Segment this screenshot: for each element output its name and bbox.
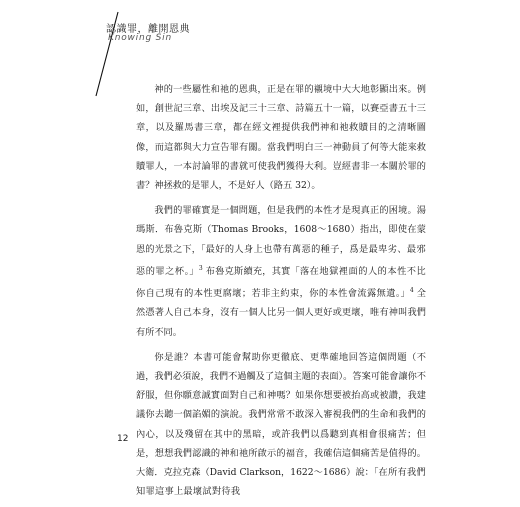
paragraph-3-quote: 在所有我們知罪這事上最壞試對待我 xyxy=(136,466,426,498)
paragraph-2-text: 我們的罪確實是一個問題，但是我們的本性才是現真正的困境。湯瑪斯．布魯克斯（Thomas Brooks，1608～1680）指出，即使在蒙恩的光景之下，「 xyxy=(136,205,426,255)
body-text xyxy=(136,80,426,507)
paragraph-3 xyxy=(136,348,426,502)
footnote-marker: 4 xyxy=(409,287,414,295)
paragraph-1 xyxy=(136,80,426,195)
paragraph-3-text: 你是誰？本書可能會幫助你更徹底、更準確地回答這個問題（不過，我們必須說，我們不過觸及了這個主題的表面）。答案可能會讓你不舒服，但你願意誠實面對自己和神嗎？如果你想要被抬高或被讚，我建議你去聽一個諂媚的演說。我們常常不敢深入審視我們的生命和我們的內心，以及殘留在其中的黑暗，或許我們以爲聽到真相會很痛苦；但是，想想我們認識的神和祂所啟示的福音，我確信這個痛苦是值得的。大衛．克拉克森（David Clarkson，1622～1686）說：「 xyxy=(136,351,426,478)
paragraph-2-text: 布魯克斯續充，其實「 xyxy=(202,265,300,277)
paragraph-2 xyxy=(136,201,426,342)
running-header-subtitle: Knowing Sin xyxy=(108,33,172,43)
page-number: 12 xyxy=(117,434,129,444)
paragraph-2-quote: 最好的人身上也帶有萬惡的種子，爲是最卑劣、最邪惡的罪之杯 xyxy=(136,243,426,277)
running-header-title: 認識罪，離開恩典 xyxy=(106,24,190,35)
paragraph-2-text: 全然憑著人自己本身，沒有一個人比另一個人更好或更壞，唯有神叫我們有所不同。 xyxy=(136,288,426,338)
paragraph-2-text: 。」 xyxy=(395,288,410,300)
paragraph-2-quote: 落在地獄裡面的人的本性不比你自己現有的本性更腐壞；若非主約束，你的本性會流露無遺 xyxy=(136,265,426,300)
footnote-marker: 3 xyxy=(198,264,203,272)
paragraph-2-text: 。」 xyxy=(184,265,199,277)
paragraph-1-text: 神的一些屬性和祂的恩典，正是在罪的襯境中大大地彰顯出來。例如，創世記三章、出埃及記三十三章、詩篇五十一篇，以賽亞書五十三章，以及羅馬書三章，都在經文裡提供我們神和祂救贖目的之清晰圖像，而這都與大力宣告罪有關。當我們明白三一神動員了何等大能來救贖罪人，一本討論罪的書就可使我們獲得大利。豈經書非一本關於罪的書？神拯救的是罪人，不是好人（路五 32）。 xyxy=(136,84,426,192)
